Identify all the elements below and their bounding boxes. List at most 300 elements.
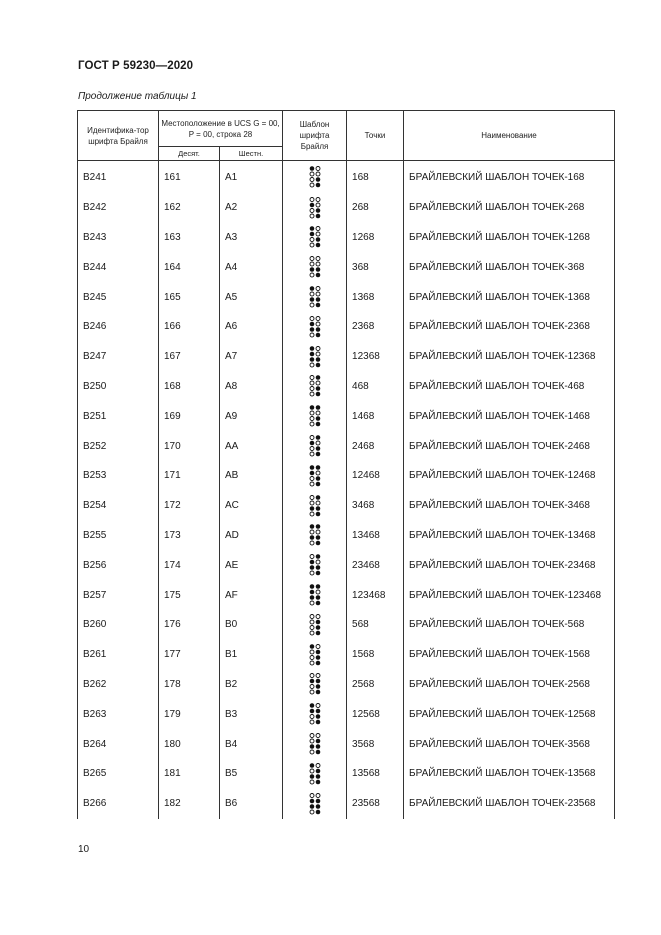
cell-pattern bbox=[283, 372, 347, 402]
cell-name: БРАЙЛЕВСКИЙ ШАБЛОН ТОЧЕК-468 bbox=[404, 372, 615, 402]
cell-pattern bbox=[283, 491, 347, 521]
cell-dec: 164 bbox=[159, 252, 220, 282]
cell-id: B265 bbox=[78, 759, 159, 789]
cell-name: БРАЙЛЕВСКИЙ ШАБЛОН ТОЧЕК-1268 bbox=[404, 223, 615, 253]
raised-dot bbox=[315, 649, 320, 654]
empty-dot bbox=[316, 352, 320, 356]
empty-dot bbox=[316, 614, 320, 618]
braille-pattern-icon bbox=[309, 703, 321, 725]
empty-dot bbox=[310, 769, 314, 773]
cell-id: B260 bbox=[78, 610, 159, 640]
raised-dot bbox=[309, 644, 314, 649]
cell-points: 2368 bbox=[347, 312, 404, 342]
empty-dot bbox=[310, 183, 314, 187]
raised-dot bbox=[315, 769, 320, 774]
empty-dot bbox=[316, 197, 320, 201]
raised-dot bbox=[315, 744, 320, 749]
cell-hex: B5 bbox=[220, 759, 283, 789]
cell-hex: A7 bbox=[220, 342, 283, 372]
cell-pattern bbox=[283, 461, 347, 491]
cell-hex: AE bbox=[220, 550, 283, 580]
raised-dot bbox=[309, 590, 314, 595]
braille-pattern-icon bbox=[309, 226, 321, 248]
cell-pattern bbox=[283, 223, 347, 253]
empty-dot bbox=[310, 750, 314, 754]
document-title: ГОСТ Р 59230—2020 bbox=[78, 60, 194, 72]
raised-dot bbox=[315, 506, 320, 511]
empty-dot bbox=[316, 590, 320, 594]
empty-dot bbox=[316, 322, 320, 326]
empty-dot bbox=[310, 238, 314, 242]
raised-dot bbox=[309, 297, 314, 302]
empty-dot bbox=[310, 303, 314, 307]
cell-pattern bbox=[283, 252, 347, 282]
raised-dot bbox=[315, 495, 320, 500]
empty-dot bbox=[316, 471, 320, 475]
empty-dot bbox=[310, 476, 314, 480]
table-row bbox=[78, 550, 615, 580]
braille-pattern-icon bbox=[309, 554, 321, 576]
braille-pattern-icon bbox=[309, 763, 321, 785]
cell-id: B261 bbox=[78, 640, 159, 670]
cell-hex: AC bbox=[220, 491, 283, 521]
raised-dot bbox=[309, 351, 314, 356]
empty-dot bbox=[310, 685, 314, 689]
cell-name: БРАЙЛЕВСКИЙ ШАБЛОН ТОЧЕК-1368 bbox=[404, 282, 615, 312]
table-row bbox=[78, 521, 615, 551]
cell-points: 368 bbox=[347, 252, 404, 282]
table-row bbox=[78, 223, 615, 253]
cell-hex: A6 bbox=[220, 312, 283, 342]
braille-pattern-icon bbox=[309, 256, 321, 278]
table-row bbox=[78, 312, 615, 342]
cell-hex: B2 bbox=[220, 670, 283, 700]
cell-name: БРАЙЛЕВСКИЙ ШАБЛОН ТОЧЕК-3468 bbox=[404, 491, 615, 521]
cell-dec: 179 bbox=[159, 699, 220, 729]
empty-dot bbox=[316, 203, 320, 207]
table-row bbox=[78, 401, 615, 431]
cell-dec: 173 bbox=[159, 521, 220, 551]
raised-dot bbox=[309, 525, 314, 530]
braille-pattern-icon bbox=[309, 346, 321, 368]
braille-pattern-icon bbox=[309, 644, 321, 666]
raised-dot bbox=[309, 286, 314, 291]
cell-name: БРАЙЛЕВСКИЙ ШАБЛОН ТОЧЕК-2568 bbox=[404, 670, 615, 700]
raised-dot bbox=[315, 243, 320, 248]
cell-points: 2468 bbox=[347, 431, 404, 461]
raised-dot bbox=[315, 750, 320, 755]
cell-id: B244 bbox=[78, 252, 159, 282]
braille-pattern-icon bbox=[309, 733, 321, 755]
raised-dot bbox=[315, 213, 320, 218]
raised-dot bbox=[315, 541, 320, 546]
cell-points: 168 bbox=[347, 161, 404, 193]
empty-dot bbox=[316, 287, 320, 291]
table-row bbox=[78, 431, 615, 461]
cell-hex: AD bbox=[220, 521, 283, 551]
cell-dec: 170 bbox=[159, 431, 220, 461]
table-row bbox=[78, 461, 615, 491]
empty-dot bbox=[316, 262, 320, 266]
cell-pattern bbox=[283, 610, 347, 640]
col-header-points: Точки bbox=[347, 111, 404, 161]
cell-name: БРАЙЛЕВСКИЙ ШАБЛОН ТОЧЕК-23468 bbox=[404, 550, 615, 580]
raised-dot bbox=[315, 452, 320, 457]
braille-table bbox=[77, 110, 615, 819]
page-number: 10 bbox=[78, 844, 90, 855]
raised-dot bbox=[309, 703, 314, 708]
raised-dot bbox=[315, 333, 320, 338]
empty-dot bbox=[316, 172, 320, 176]
empty-dot bbox=[310, 495, 314, 499]
col-header-dec: Десят. bbox=[159, 147, 220, 161]
cell-pattern bbox=[283, 550, 347, 580]
raised-dot bbox=[315, 183, 320, 188]
raised-dot bbox=[309, 166, 314, 171]
raised-dot bbox=[315, 774, 320, 779]
cell-dec: 180 bbox=[159, 729, 220, 759]
table-row bbox=[78, 342, 615, 372]
empty-dot bbox=[316, 441, 320, 445]
cell-points: 13468 bbox=[347, 521, 404, 551]
raised-dot bbox=[309, 346, 314, 351]
empty-dot bbox=[310, 257, 314, 261]
raised-dot bbox=[309, 584, 314, 589]
col-header-name: Наименование bbox=[404, 111, 615, 161]
empty-dot bbox=[310, 262, 314, 266]
empty-dot bbox=[316, 166, 320, 170]
braille-pattern-icon bbox=[309, 286, 321, 308]
empty-dot bbox=[310, 810, 314, 814]
raised-dot bbox=[315, 584, 320, 589]
cell-dec: 162 bbox=[159, 193, 220, 223]
raised-dot bbox=[309, 679, 314, 684]
raised-dot bbox=[309, 560, 314, 565]
cell-points: 468 bbox=[347, 372, 404, 402]
raised-dot bbox=[315, 238, 320, 243]
cell-id: B254 bbox=[78, 491, 159, 521]
raised-dot bbox=[309, 232, 314, 237]
cell-pattern bbox=[283, 282, 347, 312]
empty-dot bbox=[316, 704, 320, 708]
empty-dot bbox=[310, 177, 314, 181]
cell-pattern bbox=[283, 580, 347, 610]
cell-id: B241 bbox=[78, 161, 159, 193]
table-row bbox=[78, 729, 615, 759]
cell-id: B253 bbox=[78, 461, 159, 491]
cell-points: 568 bbox=[347, 610, 404, 640]
cell-name: БРАЙЛЕВСКИЙ ШАБЛОН ТОЧЕК-568 bbox=[404, 610, 615, 640]
cell-id: B264 bbox=[78, 729, 159, 759]
raised-dot bbox=[315, 405, 320, 410]
braille-pattern-icon bbox=[309, 375, 321, 397]
cell-points: 3468 bbox=[347, 491, 404, 521]
raised-dot bbox=[315, 601, 320, 606]
cell-id: B246 bbox=[78, 312, 159, 342]
empty-dot bbox=[310, 452, 314, 456]
cell-points: 268 bbox=[347, 193, 404, 223]
cell-name: БРАЙЛЕВСКИЙ ШАБЛОН ТОЧЕК-1468 bbox=[404, 401, 615, 431]
raised-dot bbox=[315, 422, 320, 427]
raised-dot bbox=[315, 780, 320, 785]
raised-dot bbox=[315, 362, 320, 367]
empty-dot bbox=[310, 512, 314, 516]
raised-dot bbox=[309, 405, 314, 410]
cell-name: БРАЙЛЕВСКИЙ ШАБЛОН ТОЧЕК-13468 bbox=[404, 521, 615, 551]
cell-pattern bbox=[283, 431, 347, 461]
cell-pattern bbox=[283, 670, 347, 700]
raised-dot bbox=[309, 202, 314, 207]
raised-dot bbox=[315, 465, 320, 470]
raised-dot bbox=[309, 322, 314, 327]
empty-dot bbox=[310, 197, 314, 201]
cell-id: B242 bbox=[78, 193, 159, 223]
raised-dot bbox=[315, 804, 320, 809]
raised-dot bbox=[315, 660, 320, 665]
raised-dot bbox=[315, 571, 320, 576]
cell-hex: B3 bbox=[220, 699, 283, 729]
braille-pattern-icon bbox=[309, 316, 321, 338]
braille-pattern-icon bbox=[309, 673, 321, 695]
cell-points: 12468 bbox=[347, 461, 404, 491]
empty-dot bbox=[310, 734, 314, 738]
cell-id: B243 bbox=[78, 223, 159, 253]
cell-dec: 166 bbox=[159, 312, 220, 342]
raised-dot bbox=[315, 482, 320, 487]
raised-dot bbox=[309, 267, 314, 272]
col-header-id: Идентифика-тор шрифта Брайля bbox=[78, 111, 159, 161]
empty-dot bbox=[310, 208, 314, 212]
empty-dot bbox=[316, 530, 320, 534]
table-row bbox=[78, 699, 615, 729]
raised-dot bbox=[315, 392, 320, 397]
cell-pattern bbox=[283, 342, 347, 372]
empty-dot bbox=[310, 690, 314, 694]
table-row bbox=[78, 252, 615, 282]
cell-pattern bbox=[283, 789, 347, 819]
braille-pattern-icon bbox=[309, 435, 321, 457]
raised-dot bbox=[315, 525, 320, 530]
cell-id: B251 bbox=[78, 401, 159, 431]
raised-dot bbox=[315, 620, 320, 625]
cell-name: БРАЙЛЕВСКИЙ ШАБЛОН ТОЧЕК-13568 bbox=[404, 759, 615, 789]
cell-name: БРАЙЛЕВСКИЙ ШАБЛОН ТОЧЕК-3568 bbox=[404, 729, 615, 759]
cell-points: 2568 bbox=[347, 670, 404, 700]
cell-id: B262 bbox=[78, 670, 159, 700]
empty-dot bbox=[310, 381, 314, 385]
cell-hex: AA bbox=[220, 431, 283, 461]
cell-id: B247 bbox=[78, 342, 159, 372]
raised-dot bbox=[315, 625, 320, 630]
empty-dot bbox=[310, 376, 314, 380]
cell-name: БРАЙЛЕВСКИЙ ШАБЛОН ТОЧЕК-2468 bbox=[404, 431, 615, 461]
cell-points: 12368 bbox=[347, 342, 404, 372]
cell-name: БРАЙЛЕВСКИЙ ШАБЛОН ТОЧЕК-268 bbox=[404, 193, 615, 223]
cell-name: БРАЙЛЕВСКИЙ ШАБЛОН ТОЧЕК-1568 bbox=[404, 640, 615, 670]
cell-hex: A3 bbox=[220, 223, 283, 253]
cell-hex: B1 bbox=[220, 640, 283, 670]
raised-dot bbox=[309, 536, 314, 541]
cell-hex: A8 bbox=[220, 372, 283, 402]
cell-dec: 177 bbox=[159, 640, 220, 670]
empty-dot bbox=[316, 411, 320, 415]
cell-hex: A9 bbox=[220, 401, 283, 431]
cell-name: БРАЙЛЕВСКИЙ ШАБЛОН ТОЧЕК-12468 bbox=[404, 461, 615, 491]
braille-pattern-icon bbox=[309, 793, 321, 815]
empty-dot bbox=[310, 739, 314, 743]
col-header-location: Местоположение в UCS G = 00, P = 00, строка 28 bbox=[159, 111, 283, 147]
empty-dot bbox=[310, 614, 314, 618]
raised-dot bbox=[315, 303, 320, 308]
empty-dot bbox=[310, 620, 314, 624]
cell-pattern bbox=[283, 312, 347, 342]
braille-pattern-icon bbox=[309, 405, 321, 427]
raised-dot bbox=[315, 297, 320, 302]
empty-dot bbox=[310, 661, 314, 665]
raised-dot bbox=[315, 435, 320, 440]
cell-dec: 167 bbox=[159, 342, 220, 372]
col-header-pattern: Шаблон шрифта Брайля bbox=[283, 111, 347, 161]
cell-points: 1468 bbox=[347, 401, 404, 431]
empty-dot bbox=[310, 720, 314, 724]
empty-dot bbox=[310, 793, 314, 797]
empty-dot bbox=[310, 482, 314, 486]
empty-dot bbox=[316, 501, 320, 505]
cell-pattern bbox=[283, 759, 347, 789]
empty-dot bbox=[316, 257, 320, 261]
empty-dot bbox=[310, 447, 314, 451]
empty-dot bbox=[310, 655, 314, 659]
raised-dot bbox=[309, 357, 314, 362]
empty-dot bbox=[310, 172, 314, 176]
empty-dot bbox=[310, 780, 314, 784]
cell-pattern bbox=[283, 640, 347, 670]
empty-dot bbox=[316, 232, 320, 236]
raised-dot bbox=[315, 267, 320, 272]
empty-dot bbox=[310, 273, 314, 277]
table-row bbox=[78, 610, 615, 640]
braille-pattern-icon bbox=[309, 166, 321, 188]
empty-dot bbox=[310, 214, 314, 218]
cell-dec: 172 bbox=[159, 491, 220, 521]
braille-pattern-icon bbox=[309, 584, 321, 606]
table-row bbox=[78, 161, 615, 193]
empty-dot bbox=[316, 674, 320, 678]
raised-dot bbox=[315, 177, 320, 182]
cell-name: БРАЙЛЕВСКИЙ ШАБЛОН ТОЧЕК-2368 bbox=[404, 312, 615, 342]
cell-name: БРАЙЛЕВСКИЙ ШАБЛОН ТОЧЕК-368 bbox=[404, 252, 615, 282]
raised-dot bbox=[315, 565, 320, 570]
cell-pattern bbox=[283, 521, 347, 551]
raised-dot bbox=[315, 714, 320, 719]
cell-points: 123468 bbox=[347, 580, 404, 610]
cell-id: B257 bbox=[78, 580, 159, 610]
cell-id: B256 bbox=[78, 550, 159, 580]
cell-id: B245 bbox=[78, 282, 159, 312]
raised-dot bbox=[315, 798, 320, 803]
empty-dot bbox=[310, 631, 314, 635]
cell-points: 1268 bbox=[347, 223, 404, 253]
empty-dot bbox=[310, 650, 314, 654]
cell-name: БРАЙЛЕВСКИЙ ШАБЛОН ТОЧЕК-12568 bbox=[404, 699, 615, 729]
raised-dot bbox=[315, 709, 320, 714]
empty-dot bbox=[316, 763, 320, 767]
raised-dot bbox=[315, 685, 320, 690]
empty-dot bbox=[310, 292, 314, 296]
table-row bbox=[78, 670, 615, 700]
empty-dot bbox=[310, 436, 314, 440]
raised-dot bbox=[315, 554, 320, 559]
empty-dot bbox=[310, 417, 314, 421]
raised-dot bbox=[309, 774, 314, 779]
cell-dec: 169 bbox=[159, 401, 220, 431]
raised-dot bbox=[315, 446, 320, 451]
table-continuation-caption: Продолжение таблицы 1 bbox=[78, 91, 197, 102]
raised-dot bbox=[315, 476, 320, 481]
cell-dec: 182 bbox=[159, 789, 220, 819]
raised-dot bbox=[315, 208, 320, 213]
cell-hex: A4 bbox=[220, 252, 283, 282]
raised-dot bbox=[315, 376, 320, 381]
empty-dot bbox=[310, 625, 314, 629]
cell-hex: A5 bbox=[220, 282, 283, 312]
cell-dec: 178 bbox=[159, 670, 220, 700]
empty-dot bbox=[310, 363, 314, 367]
cell-points: 23468 bbox=[347, 550, 404, 580]
cell-pattern bbox=[283, 193, 347, 223]
cell-points: 3568 bbox=[347, 729, 404, 759]
braille-pattern-icon bbox=[309, 524, 321, 546]
empty-dot bbox=[310, 243, 314, 247]
empty-dot bbox=[316, 793, 320, 797]
col-header-hex: Шестн. bbox=[220, 147, 283, 161]
cell-pattern bbox=[283, 699, 347, 729]
cell-dec: 176 bbox=[159, 610, 220, 640]
cell-id: B255 bbox=[78, 521, 159, 551]
cell-name: БРАЙЛЕВСКИЙ ШАБЛОН ТОЧЕК-23568 bbox=[404, 789, 615, 819]
cell-hex: B6 bbox=[220, 789, 283, 819]
cell-id: B263 bbox=[78, 699, 159, 729]
cell-hex: A1 bbox=[220, 161, 283, 193]
empty-dot bbox=[310, 333, 314, 337]
cell-points: 23568 bbox=[347, 789, 404, 819]
braille-pattern-icon bbox=[309, 197, 321, 219]
raised-dot bbox=[309, 798, 314, 803]
cell-points: 12568 bbox=[347, 699, 404, 729]
empty-dot bbox=[316, 227, 320, 231]
cell-dec: 163 bbox=[159, 223, 220, 253]
empty-dot bbox=[316, 346, 320, 350]
raised-dot bbox=[315, 273, 320, 278]
cell-name: БРАЙЛЕВСКИЙ ШАБЛОН ТОЧЕК-123468 bbox=[404, 580, 615, 610]
raised-dot bbox=[309, 465, 314, 470]
cell-dec: 174 bbox=[159, 550, 220, 580]
raised-dot bbox=[315, 739, 320, 744]
raised-dot bbox=[315, 327, 320, 332]
empty-dot bbox=[310, 422, 314, 426]
empty-dot bbox=[316, 734, 320, 738]
raised-dot bbox=[309, 327, 314, 332]
table-row bbox=[78, 640, 615, 670]
raised-dot bbox=[315, 690, 320, 695]
empty-dot bbox=[316, 560, 320, 564]
empty-dot bbox=[310, 674, 314, 678]
cell-id: B266 bbox=[78, 789, 159, 819]
cell-dec: 175 bbox=[159, 580, 220, 610]
cell-hex: B0 bbox=[220, 610, 283, 640]
empty-dot bbox=[316, 316, 320, 320]
empty-dot bbox=[316, 381, 320, 385]
